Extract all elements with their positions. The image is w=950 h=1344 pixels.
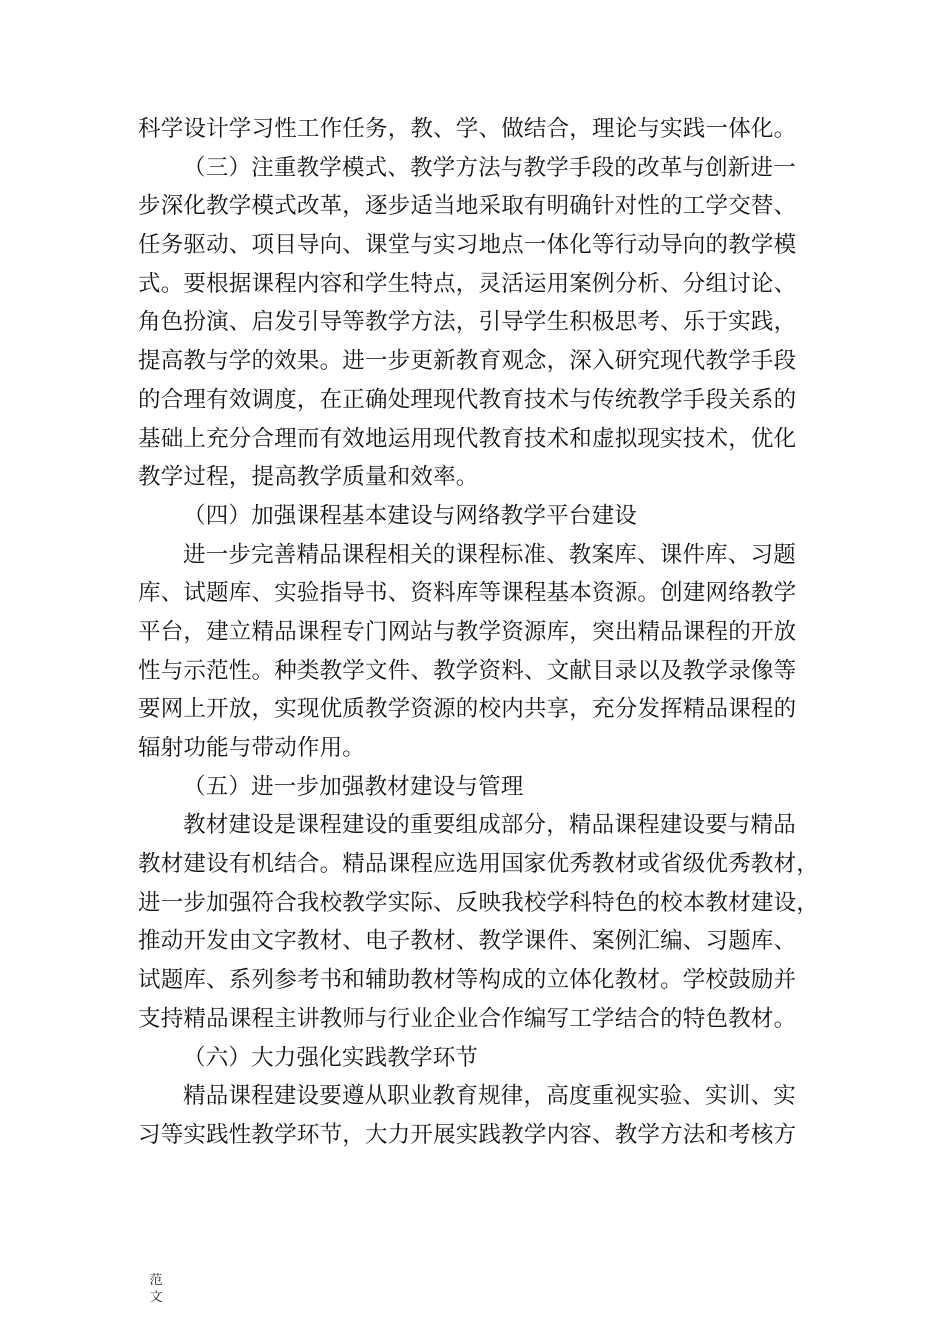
- text-line: 教材建设有机结合。精品课程应选用国家优秀教材或省级优秀教材，: [138, 851, 820, 878]
- footer-watermark: [146, 1272, 166, 1306]
- paragraph-start: 精品课程建设要遵从职业教育规律，高度重视实验、实训、实: [183, 1083, 796, 1110]
- paragraph-start: 教材建设是课程建设的重要组成部分，精品课程建设要与精品: [183, 812, 796, 839]
- text-line: 进一步加强符合我校教学实际、反映我校学科特色的校本教材建设，: [138, 889, 820, 916]
- text-line: 要网上开放，实现优质教学资源的校内共享，充分发挥精品课程的: [138, 696, 797, 723]
- text-line: 角色扮演、启发引导等教学方法，引导学生积极思考、乐于实践，: [138, 309, 797, 336]
- section-heading-5: （五）进一步加强教材建设与管理: [183, 773, 524, 800]
- footer-mark-char: 范: [149, 1273, 163, 1288]
- text-line: 习等实践性教学环节，大力开展实践教学内容、教学方法和考核方: [138, 1121, 797, 1148]
- text-line: 辐射功能与带动作用。: [138, 735, 366, 761]
- text-line: 推动开发由文字教材、电子教材、教学课件、案例汇编、习题库、: [138, 928, 797, 955]
- text-line: 库、试题库、实验指导书、资料库等课程基本资源。创建网络教学: [138, 580, 797, 607]
- text-line: 平台，建立精品课程专门网站与教学资源库，突出精品课程的开放: [138, 618, 797, 645]
- section-heading-6: （六）大力强化实践教学环节: [183, 1044, 479, 1071]
- text-line: 基础上充分合理而有效地运用现代教育技术和虚拟现实技术，优化: [138, 425, 797, 452]
- footer-mark-char: 文: [149, 1290, 163, 1305]
- section-heading-4: （四）加强课程基本建设与网络教学平台建设: [183, 502, 638, 529]
- text-line: 支持精品课程主讲教师与行业企业合作编写工学结合的特色教材。: [138, 1005, 797, 1032]
- paragraph-start: 进一步完善精品课程相关的课程标准、教案库、课件库、习题: [183, 541, 796, 568]
- text-line: 式。要根据课程内容和学生特点，灵活运用案例分析、分组讨论、: [138, 270, 797, 297]
- text-line: 步深化教学模式改革，逐步适当地采取有明确针对性的工学交替、: [138, 193, 797, 220]
- text-line: 任务驱动、项目导向、课堂与实习地点一体化等行动导向的教学模: [138, 232, 797, 259]
- text-line: 性与示范性。种类教学文件、教学资料、文献目录以及教学录像等: [138, 657, 797, 684]
- text-line: 科学设计学习性工作任务，教、学、做结合，理论与实践一体化。: [138, 116, 797, 142]
- text-line: 试题库、系列参考书和辅助教材等构成的立体化教材。学校鼓励并: [138, 967, 797, 994]
- text-line: 教学过程，提高教学质量和效率。: [138, 464, 479, 491]
- text-line: 提高教与学的效果。进一步更新教育观念，深入研究现代教学手段: [138, 348, 797, 375]
- document-body: [138, 110, 828, 1155]
- text-line: 的合理有效调度，在正确处理现代教育技术与传统教学手段关系的: [138, 386, 797, 413]
- section-heading-3: （三）注重教学模式、教学方法与教学手段的改革与创新进一: [183, 154, 796, 181]
